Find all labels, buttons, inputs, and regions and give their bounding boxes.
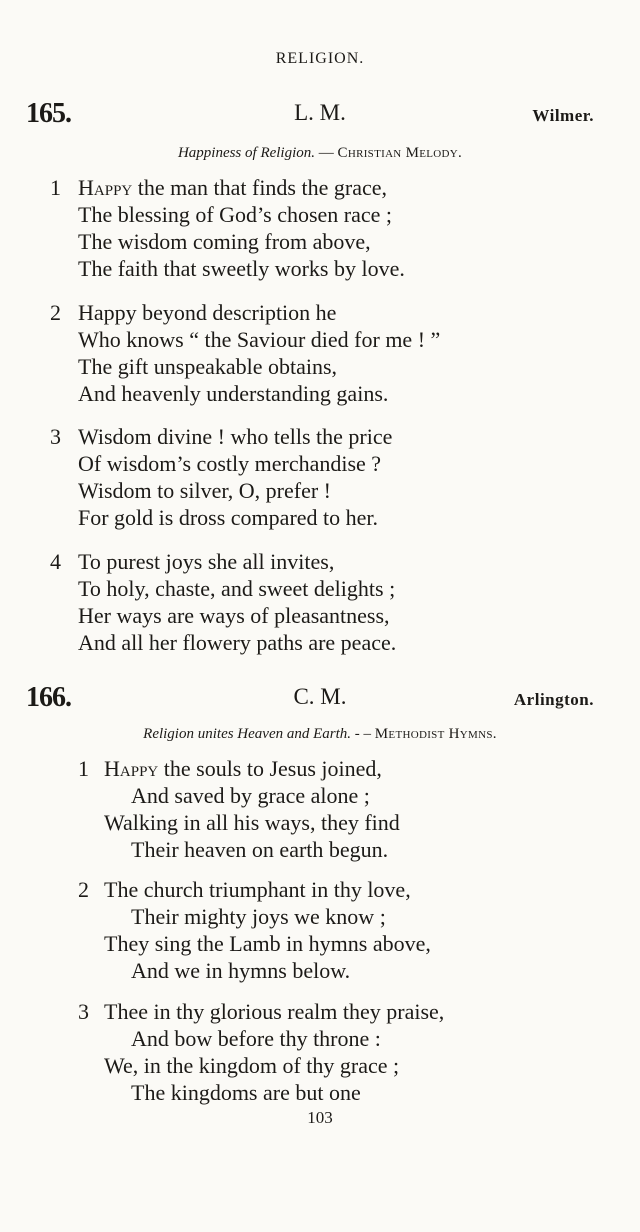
verse-line: They sing the Lamb in hymns above, <box>104 931 431 956</box>
verse-line: The faith that sweetly works by love. <box>78 256 405 281</box>
verse-line: And bow before thy throne : <box>131 1026 381 1051</box>
hymn-subtitle <box>0 726 640 743</box>
hymn-subtitle-title: Happiness of Religion. <box>177 145 316 161</box>
hymn-number: 166. <box>26 682 71 713</box>
verse-line: Wisdom to silver, O, prefer ! <box>78 478 331 503</box>
hymn-tune: Arlington. <box>513 690 594 709</box>
verse-line: The church triumphant in thy love, <box>104 877 411 902</box>
verse-line: The gift unspeakable obtains, <box>78 354 338 379</box>
hymn-subtitle-title: Religion unites Heaven and Earth. <box>143 726 352 742</box>
stanza-number: 2 <box>50 300 61 325</box>
hymn-heading <box>0 98 640 132</box>
page-number: 103 <box>307 1108 333 1127</box>
verse-line: The wisdom coming from above, <box>78 229 371 254</box>
verse-line: For gold is dross compared to her. <box>78 505 379 530</box>
verse-line: And all her flowery paths are peace. <box>78 630 397 655</box>
hymn-meter: C. M. <box>293 684 347 709</box>
stanza-number: 1 <box>50 175 61 200</box>
verse-text: the man that finds the grace, <box>132 175 387 200</box>
verse-line: The kingdoms are but one <box>131 1080 361 1105</box>
stanza-number: 1 <box>78 756 89 781</box>
stanza-number: 2 <box>78 877 89 902</box>
verse-line: And saved by grace alone ; <box>131 783 370 808</box>
verse-line <box>104 755 382 782</box>
verse-line: Walking in all his ways, they find <box>104 810 400 835</box>
verse-line: Thee in thy glorious realm they praise, <box>104 999 445 1024</box>
verse-first-word: Happy <box>104 756 159 781</box>
verse-line <box>78 174 387 201</box>
verse-line: Happy beyond description he <box>78 300 337 325</box>
verse-line: And we in hymns below. <box>131 958 351 983</box>
verse-line: Wisdom divine ! who tells the price <box>78 424 393 449</box>
verse-first-word: Happy <box>78 175 133 200</box>
hymn-subtitle-sep: — <box>315 145 338 161</box>
hymn-meter: L. M. <box>294 100 346 125</box>
hymn-heading <box>0 682 640 716</box>
hymn-number: 165. <box>26 98 71 129</box>
hymn-subtitle-source: Methodist Hymns. <box>374 726 497 742</box>
verse-line: Their heaven on earth begun. <box>131 837 389 862</box>
hymn-subtitle-source: Christian Melody. <box>337 145 463 161</box>
hymn-subtitle <box>0 145 640 162</box>
verse-line: We, in the kingdom of thy grace ; <box>104 1053 400 1078</box>
verse-line: To purest joys she all invites, <box>78 549 335 574</box>
stanza-number: 3 <box>78 999 89 1024</box>
stanza-number: 4 <box>50 549 61 574</box>
verse-line: The blessing of God’s chosen race ; <box>78 202 393 227</box>
verse-line: Of wisdom’s costly merchandise ? <box>78 451 382 476</box>
hymn-tune: Wilmer. <box>532 106 594 125</box>
verse-text: the souls to Jesus joined, <box>158 756 382 781</box>
verse-line: And heavenly understanding gains. <box>78 381 389 406</box>
verse-line: Her ways are ways of pleasantness, <box>78 603 390 628</box>
verse-line: Their mighty joys we know ; <box>131 904 386 929</box>
stanza-number: 3 <box>50 424 61 449</box>
running-head: RELIGION. <box>275 50 365 67</box>
hymn-subtitle-sep: - – <box>351 726 375 742</box>
verse-line: To holy, chaste, and sweet delights ; <box>78 576 396 601</box>
verse-line: Who knows “ the Saviour died for me ! ” <box>78 327 441 352</box>
